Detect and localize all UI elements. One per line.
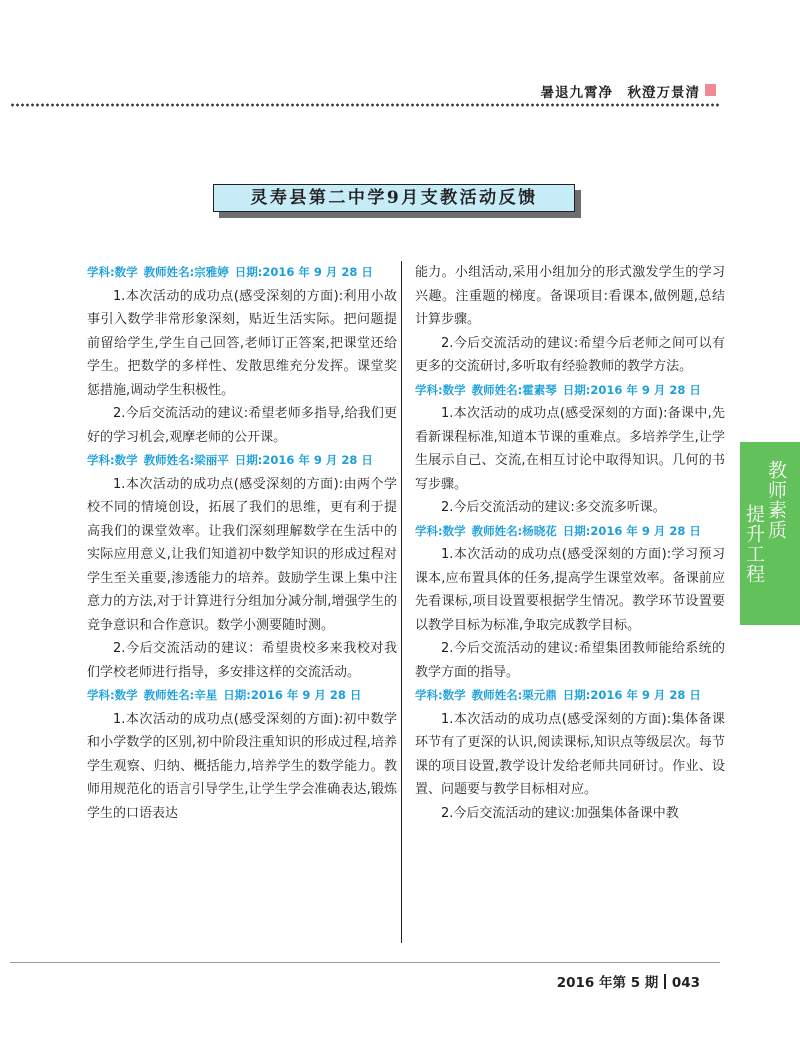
side-tab-line-2: 提升工程 (743, 504, 765, 584)
meta-subject: 学科:数学 (87, 453, 138, 467)
entry-meta (415, 379, 725, 403)
entry-meta (87, 684, 397, 708)
feedback-paragraph: 能力。小组活动,采用小组加分的形式激发学生的学习兴趣。注重题的梯度。备课项目:看课本,做例题,总结计算步骤。 (415, 265, 725, 327)
feedback-paragraph: 1.本次活动的成功点(感受深刻的方面):由两个学校不同的情境创设，拓展了我们的思维，更有利于提高我们的课堂效率。让我们深刻理解数学在生活中的实际应用意义,让我们知道初中数学知识的形成过程对学生至关重要,渗透能力的培养。鼓励学生课上集中注意力的方法,对于计算进行分组加分减分制,增强学生的竞争意识和合作意识。数学小测要随时测。 (87, 476, 397, 633)
meta-subject: 学科:数学 (87, 265, 138, 279)
feedback-paragraph: 2.今后交流活动的建议:多交流多听课。 (441, 500, 666, 515)
issue-label: 2016 年第 5 期 (556, 975, 659, 991)
meta-subject: 学科:数学 (415, 523, 466, 538)
meta-subject: 学科:数学 (87, 688, 138, 702)
right-column (415, 261, 725, 825)
meta-date: 日期:2016 年 9 月 28 日 (223, 688, 362, 702)
header-accent-square (705, 84, 716, 96)
footer-separator (664, 974, 666, 989)
feedback-paragraph: 2.今后交流活动的建议:加强集体备课中教 (441, 805, 679, 821)
meta-date: 日期:2016 年 9 月 28 日 (234, 453, 373, 467)
meta-date: 日期:2016 年 9 月 28 日 (562, 688, 701, 702)
footer-rule (10, 962, 720, 963)
article-title-block (213, 184, 583, 218)
feedback-paragraph: 1.本次活动的成功点(感受深刻的方面):利用小故事引入数学非常形象深刻，贴近生活实际。把问题提前留给学生,学生自己回答,老师订正答案,把课堂还给学生。把数学的多样性、发散思维充分发挥。课堂奖惩措施,调动学生积极性。 (87, 288, 397, 398)
feedback-paragraph: 1.本次活动的成功点(感受深刻的方面):初中数学和小学数学的区别,初中阶段注重知识的形成过程,培养学生观察、归纳、概括能力,培养学生的数学能力。教师用规范化的语言引导学生,让学生学会准确表达,锻炼学生的口语表达 (87, 711, 397, 821)
meta-subject: 学科:数学 (415, 382, 466, 397)
entry-meta (415, 520, 725, 544)
article-title: 灵寿县第二中学9月支教活动反馈 (250, 188, 538, 208)
entry-meta (87, 449, 397, 473)
entry-meta (415, 684, 725, 708)
feedback-paragraph: 2.今后交流活动的建议：希望贵校多来我校对我们学校老师进行指导，多安排这样的交流活动。 (87, 641, 397, 680)
feedback-paragraph: 1.本次活动的成功点(感受深刻的方面):集体备课环节有了更深的认识,阅读课标,知识点等级层次。每节课的项目设置,教学设计发给老师共同研讨。作业、设置、问题要与教学目标相对应。 (415, 711, 725, 797)
meta-date: 日期:2016 年 9 月 28 日 (562, 523, 701, 538)
header-motto: 暑退九霄净 秋澄万景清 (540, 85, 700, 101)
side-section-tab (740, 442, 800, 625)
feedback-paragraph: 2.今后交流活动的建议:希望集团教师能给系统的教学方面的指导。 (415, 641, 725, 680)
meta-subject: 学科:数学 (415, 688, 466, 702)
side-tab-line-1: 教师素质 (765, 460, 787, 540)
meta-date: 日期:2016 年 9 月 28 日 (234, 265, 373, 279)
feedback-paragraph: 2.今后交流活动的建议:希望老师多指导,给我们更好的学习机会,观摩老师的公开课。 (87, 406, 397, 445)
footer (557, 971, 700, 991)
header-dotted-rule (10, 103, 720, 107)
feedback-paragraph: 2.今后交流活动的建议:希望今后老师之间可以有更多的交流研讨,多听取有经验教师的教学方法。 (415, 335, 725, 374)
feedback-paragraph: 1.本次活动的成功点(感受深刻的方面):学习预习课本,应布置具体的任务,提高学生课堂效率。备课前应先看课标,项目设置要根据学生情况。教学环节设置要以教学目标为标准,争取完成教学目标。 (415, 547, 725, 633)
feedback-paragraph: 1.本次活动的成功点(感受深刻的方面):备课中,先看新课程标准,知道本节课的重难点。多培养学生,让学生展示自己、交流,在相互讨论中取得知识。几何的书写步骤。 (415, 406, 725, 492)
left-column (87, 261, 397, 825)
meta-teacher: 教师姓名:宗雅婷 (143, 265, 229, 279)
meta-teacher: 教师姓名:栗元鼎 (471, 688, 557, 702)
meta-teacher: 教师姓名:梁丽平 (143, 453, 229, 467)
entry-meta (87, 261, 397, 285)
meta-date: 日期:2016 年 9 月 28 日 (562, 382, 701, 397)
page-number: 043 (671, 975, 700, 991)
meta-teacher: 教师姓名:杨晓花 (471, 523, 557, 538)
meta-teacher: 教师姓名:霍素琴 (471, 382, 557, 397)
meta-teacher: 教师姓名:辛星 (143, 688, 218, 702)
column-divider (401, 261, 402, 943)
